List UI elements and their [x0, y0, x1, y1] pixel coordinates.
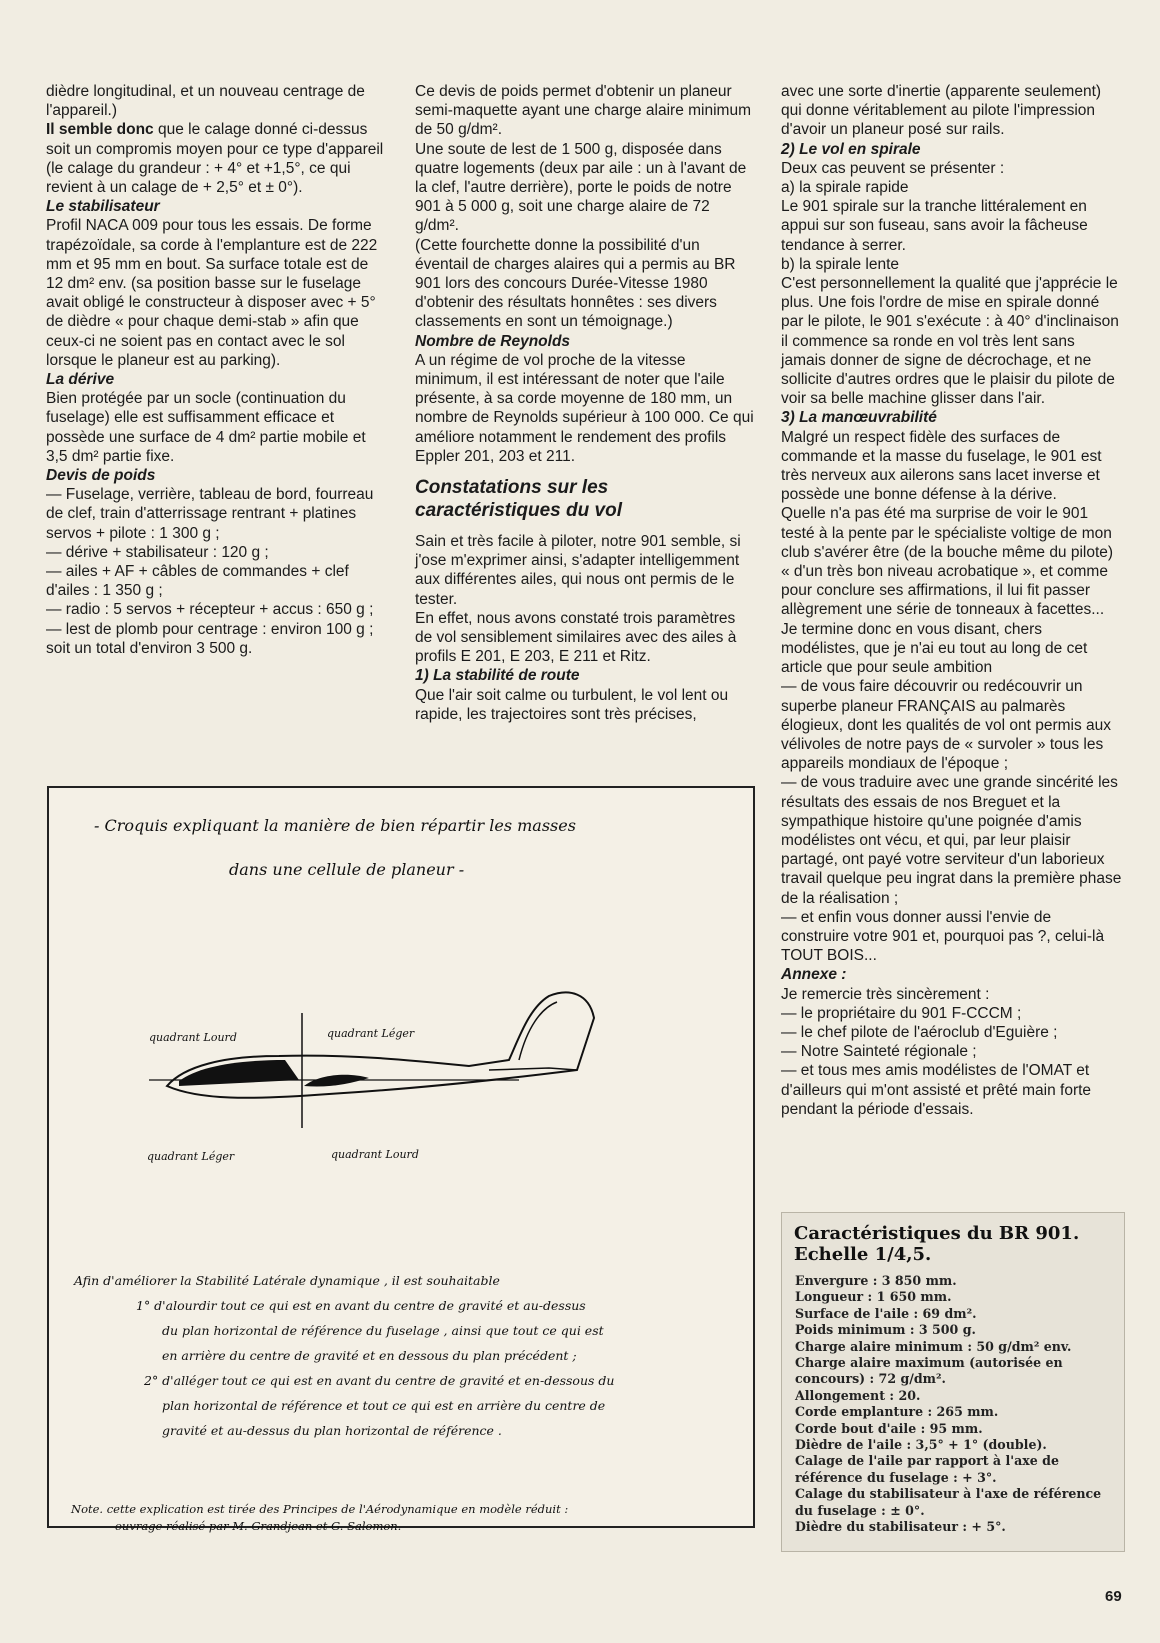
lead-in: Il semble donc — [46, 121, 154, 139]
spec-item: Longueur : 1 650 mm. — [795, 1289, 952, 1305]
paragraph: — de vous traduire avec une grande sincérité les résultats des essais de nos Breguet et la sympathique histoire qu'une poignée d'amis modélistes ont vécu, et qui, par leur plaisir partagé, ont payé votre serviteur d'un laborieux travail quelque peu ingrat dans la première phase de la réalisation ; — [781, 774, 1122, 907]
spec-item: Surface de l'aile : 69 dm². — [795, 1305, 977, 1321]
label-quadrant-bottom-left: quadrant Léger — [147, 1150, 235, 1163]
specs-title-line-2: Echelle 1/4,5. — [794, 1244, 932, 1265]
section-heading: Annexe : — [781, 966, 847, 984]
paragraph: — de vous faire découvrir ou redécouvrir un superbe planeur FRANÇAIS au palmarès élogieux, dont les qualités de vol ont permis aux vélivoles de notre pays de « survoler » tous les appareils mondiaux de l'époque ; — [781, 678, 1112, 773]
label-quadrant-top-left: quadrant Lourd — [149, 1031, 237, 1044]
paragraph: A un régime de vol proche de la vitesse minimum, il est intéressant de noter que l'aile présente, à sa corde moyenne de 180 mm, un nombre de Reynolds supérieur à 100 000. Ce qui améliore notamment le rendement des profils Eppler 201, 203 et 211. — [415, 351, 754, 465]
spec-item: Allongement : 20. — [795, 1387, 921, 1403]
spec-item: Envergure : 3 850 mm. — [795, 1273, 957, 1288]
paragraph: Le 901 spirale sur la tranche littéralement en appui sur son fuseau, sans avoir la fâcheuse tendance à serrer. — [781, 198, 1088, 254]
paragraph: Sain et très facile à piloter, notre 901 semble, si j'ose m'exprimer ainsi, s'adapter intelligemment aux différentes ailes, qui nous ont permis de le tester. — [415, 533, 741, 608]
paragraph: soit un total d'environ 3 500 g. — [46, 639, 253, 657]
sketch-title-line-2: dans une cellule de planeur - — [229, 860, 465, 879]
section-heading: 2) Le vol en spirale — [781, 140, 921, 158]
note-line: Note. cette explication est tirée des Principes de l'Aérodynamique en modèle réduit : — [71, 1502, 569, 1516]
stabilizer-line — [489, 1068, 577, 1070]
paragraph: Que l'air soit calme ou turbulent, le vol lent ou rapide, les trajectoires sont très précises, — [415, 686, 729, 723]
section-heading: 1) La stabilité de route — [415, 667, 580, 685]
paragraph: Une soute de lest de 1 500 g, disposée dans quatre logements (deux par aile : un à l'avant de la clef, l'autre derrière), porte le poids de notre 901 à 5 000 g, soit une charge alaire de 72 g/dm². — [415, 140, 747, 235]
specs-box — [781, 1212, 1125, 1552]
paragraph: — lest de plomb pour centrage : environ 100 g ; — [46, 620, 374, 638]
section-heading: Devis de poids — [46, 467, 156, 485]
paragraph: avec une sorte d'inertie (apparente seulement) qui donne véritablement au pilote l'impression d'avoir un planeur posé sur rails. — [781, 83, 1102, 139]
paragraph: Malgré un respect fidèle des surfaces de commande et la masse du fuselage, le 901 est très nerveux aux ailerons sans lacet inverse et possède une bonne défense à la dérive. — [781, 428, 1102, 504]
glider-sketch-figure — [47, 786, 755, 1533]
spec-item: Dièdre du stabilisateur : + 5°. — [795, 1519, 1006, 1535]
specs-title — [782, 1213, 1124, 1273]
specs-title-line-1: Caractéristiques du BR 901. — [794, 1223, 1080, 1244]
paragraph: b) la spirale lente — [781, 255, 900, 273]
section-heading: La dérive — [46, 371, 115, 389]
sketch-explanation — [74, 1268, 734, 1443]
paragraph: (Cette fourchette donne la possibilité d'un éventail de charges alaires qui a permis au BR 901 lors des concours Durée-Vitesse 1980 d'obtenir des résultats honnêtes : ses divers classements en sont un témoignage.) — [415, 236, 736, 331]
label-quadrant-top-right: quadrant Léger — [327, 1027, 415, 1040]
paragraph: — Notre Sainteté régionale ; — [781, 1043, 977, 1061]
explanation-line: du plan horizontal de référence du fuselage , ainsi que tout ce qui est — [162, 1323, 604, 1338]
paragraph: Quelle n'a pas été ma surprise de voir le 901 testé à la pente par le spécialiste voltige de mon club s'avérer être (de la bouche même du pilote) « d'un très bon niveau acrobatique », et comme pour conclure ses affirmations, il lui fit passer allègrement une série de tonneaux à facettes... — [781, 505, 1114, 619]
explanation-line: 1° d'alourdir tout ce qui est en avant du centre de gravité et au-dessus — [136, 1298, 586, 1313]
paragraph: Deux cas peuvent se présenter : — [781, 159, 1005, 177]
spec-item: Charge alaire maximum (autorisée en concours) : 72 g/dm². — [795, 1355, 1063, 1387]
paragraph: — le propriétaire du 901 F-CCCM ; — [781, 1004, 1022, 1022]
paragraph: — radio : 5 servos + récepteur + accus : 650 g ; — [46, 601, 374, 619]
sketch-note — [71, 1501, 741, 1535]
specs-list — [782, 1273, 1124, 1536]
explanation-line: Afin d'améliorer la Stabilité Latérale dynamique , il est souhaitable — [74, 1273, 500, 1288]
explanation-line: en arrière du centre de gravité et en dessous du plan précédent ; — [162, 1348, 577, 1363]
fin-line — [519, 1002, 557, 1060]
paragraph: En effet, nous avons constaté trois paramètres de vol sensiblement similaires avec des ailes à profils E 201, E 203, E 211 et Ritz. — [415, 609, 737, 666]
page-number: 69 — [1105, 1588, 1122, 1605]
section-heading: Nombre de Reynolds — [415, 332, 571, 350]
paragraph: C'est personnellement la qualité que j'apprécie le plus. Une fois l'ordre de mise en spirale donné par le pilote, le 901 s'exécute : à 40° d'inclinaison il commence sa ronde en vol très lent sans jamais donner de signe de décrochage, et ne sollicite d'autres ordres que le plaisir du pilote de voir sa belle machine glisser dans l'air. — [781, 275, 1119, 408]
paragraph: — ailes + AF + câbles de commandes + clef d'ailes : 1 350 g ; — [46, 563, 349, 600]
column-1 — [46, 82, 388, 658]
paragraph: Ce devis de poids permet d'obtenir un planeur semi-maquette ayant une charge alaire minimum de 50 g/dm². — [415, 83, 751, 139]
paragraph: — dérive + stabilisateur : 120 g ; — [46, 543, 269, 561]
wing-profile — [304, 1075, 369, 1087]
explanation-line: gravité et au-dessus du plan horizontal de référence . — [162, 1423, 502, 1438]
spec-item: Charge alaire minimum : 50 g/dm² env. — [795, 1338, 1072, 1354]
paragraph: — et enfin vous donner aussi l'envie de construire votre 901 et, pourquoi pas ?, celui-là TOUT BOIS... — [781, 908, 1105, 965]
column-3 — [781, 82, 1123, 1119]
paragraph: dièdre longitudinal, et un nouveau centrage de l'appareil.) — [46, 83, 365, 120]
spec-item: Corde bout d'aile : 95 mm. — [795, 1420, 983, 1436]
spec-item: Dièdre de l'aile : 3,5° + 1° (double). — [795, 1437, 1047, 1453]
nose-mass-fill — [179, 1060, 299, 1086]
paragraph-text: que le calage donné ci-dessus soit un compromis moyen pour ce type d'appareil (le calage du grandeur : + 4° et +1,5°, ce qui revient à un calage de + 2,5° et ± 0°). — [46, 121, 384, 197]
spec-item: Calage du stabilisateur à l'axe de référence du fuselage : ± 0°. — [795, 1486, 1102, 1518]
note-line: ouvrage réalisé par M. Grandjean et G. Salomon. — [115, 1519, 402, 1533]
spec-item: Poids minimum : 3 500 g. — [795, 1322, 976, 1338]
paragraph: a) la spirale rapide — [781, 179, 909, 197]
paragraph: — le chef pilote de l'aéroclub d'Eguière ; — [781, 1023, 1058, 1041]
paragraph: Je termine donc en vous disant, chers modélistes, que je n'ai eu tout au long de cet article que pour seule ambition — [781, 620, 1088, 677]
spec-item: Corde emplanture : 265 mm. — [795, 1404, 999, 1420]
explanation-line: 2° d'alléger tout ce qui est en avant du centre de gravité et en-dessous du — [144, 1373, 615, 1388]
column-2 — [415, 82, 756, 724]
section-heading: 3) La manœuvrabilité — [781, 409, 937, 427]
paragraph: Je remercie très sincèrement : — [781, 985, 990, 1003]
explanation-line: plan horizontal de référence et tout ce qui est en arrière du centre de — [162, 1398, 606, 1413]
sketch-title-line-1: - Croquis expliquant la manière de bien répartir les masses — [94, 816, 576, 835]
label-quadrant-bottom-right: quadrant Lourd — [331, 1148, 419, 1161]
paragraph: — et tous mes amis modélistes de l'OMAT et d'ailleurs qui m'ont assisté et prêté main forte pendant la période d'essais. — [781, 1062, 1092, 1118]
paragraph — [46, 120, 388, 197]
paragraph: — Fuselage, verrière, tableau de bord, fourreau de clef, train d'atterrissage rentrant + platines servos + pilote : 1 300 g ; — [46, 486, 374, 542]
section-title: Constatations sur les caractéristiques du vol — [415, 477, 622, 522]
section-heading: Le stabilisateur — [46, 198, 160, 216]
paragraph: Bien protégée par un socle (continuation du fuselage) elle est suffisamment efficace et possède une surface de 4 dm² partie mobile et 3,5 dm² partie fixe. — [46, 390, 366, 465]
paragraph: Profil NACA 009 pour tous les essais. De forme trapézoïdale, sa corde à l'emplanture est de 222 mm et 95 mm en bout. Sa surface totale est de 12 dm² env. (sa position basse sur le fuselage avait obligé le constructeur à disposer avec + 5° de dièdre « pour chaque demi-stab » afin que ceux-ci ne soient pas en contact avec le sol lorsque le planeur est au parking). — [46, 217, 378, 369]
spec-item: Calage de l'aile par rapport à l'axe de référence du fuselage : + 3°. — [795, 1453, 1059, 1485]
